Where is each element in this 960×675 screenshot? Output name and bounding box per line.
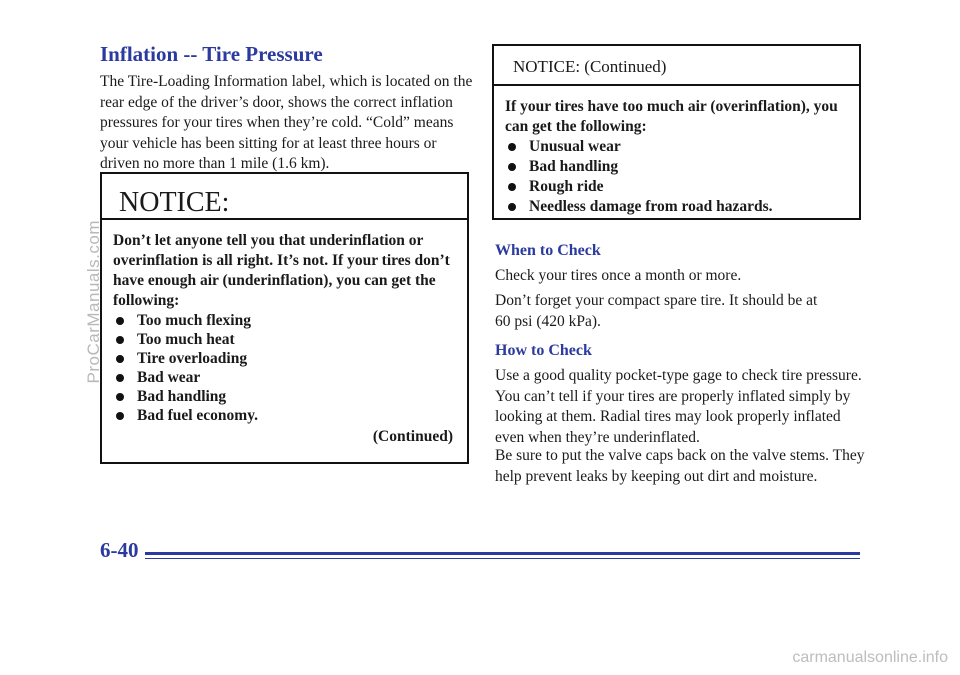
when-to-check-heading: When to Check (495, 242, 601, 259)
notice-box-overinflation (492, 44, 861, 220)
bullet-icon (116, 317, 124, 325)
underinflation-list (113, 311, 455, 425)
list-item: Bad wear (113, 368, 455, 387)
notice-body (102, 220, 467, 425)
bullet-icon (116, 412, 124, 420)
list-item: Unusual wear (505, 137, 847, 157)
continued-label: (Continued) (372, 428, 453, 445)
list-item: Needless damage from road hazards. (505, 197, 847, 217)
footer-rule (145, 552, 860, 555)
bullet-icon (116, 336, 124, 344)
bullet-icon (116, 355, 124, 363)
notice-heading: NOTICE: (Continued) (494, 46, 859, 86)
list-item: Tire overloading (113, 349, 455, 368)
section-title: Inflation -- Tire Pressure (100, 42, 323, 66)
notice-body (494, 86, 859, 217)
how-to-check-para-2: Be sure to put the valve caps back on the valve stems. They help prevent leaks by keeping out dirt and moisture. (495, 447, 865, 485)
list-item: Too much heat (113, 330, 455, 349)
when-to-check-para-2: Don’t forget your compact spare tire. It should be at 60 psi (420 kPa). (495, 292, 818, 330)
notice-heading: NOTICE: (102, 174, 467, 220)
notice-box-underinflation (100, 172, 469, 464)
when-to-check-para-1: Check your tires once a month or more. (495, 267, 742, 284)
footer-rule-thin (145, 558, 860, 559)
overinflation-list (505, 137, 847, 217)
list-item: Bad handling (113, 387, 455, 406)
bullet-icon (508, 163, 516, 171)
bullet-icon (508, 183, 516, 191)
list-item: Bad handling (505, 157, 847, 177)
footer-watermark: carmanualsonline.info (792, 649, 948, 666)
intro-paragraph: The Tire-Loading Information label, which is located on the rear edge of the driver’s door, shows the correct inflation pressures for your tires when they’re cold. “Cold” means your vehicle has been sitting for at least three hours or driven no more than 1 mile (1.6 km). (100, 73, 473, 172)
side-watermark: ProCarManuals.com (84, 220, 103, 384)
list-item: Too much flexing (113, 311, 455, 330)
list-item: Rough ride (505, 177, 847, 197)
notice-text: Don’t let anyone tell you that underinflation or overinflation is all right. It’s not. If your tires don’t have enough air (underinflation), you can get the following: (113, 232, 450, 309)
bullet-icon (508, 143, 516, 151)
page-number: 6-40 (100, 538, 139, 562)
how-to-check-para-1: Use a good quality pocket-type gage to check tire pressure. You can’t tell if your tires are properly inflated simply by looking at them. Radial tires may look properly inflated even when they’re underinflated. (495, 367, 862, 446)
how-to-check-heading: How to Check (495, 342, 592, 359)
list-item: Bad fuel economy. (113, 406, 455, 425)
bullet-icon (508, 203, 516, 211)
bullet-icon (116, 393, 124, 401)
notice-text: If your tires have too much air (overinflation), you can get the following: (505, 98, 838, 135)
bullet-icon (116, 374, 124, 382)
